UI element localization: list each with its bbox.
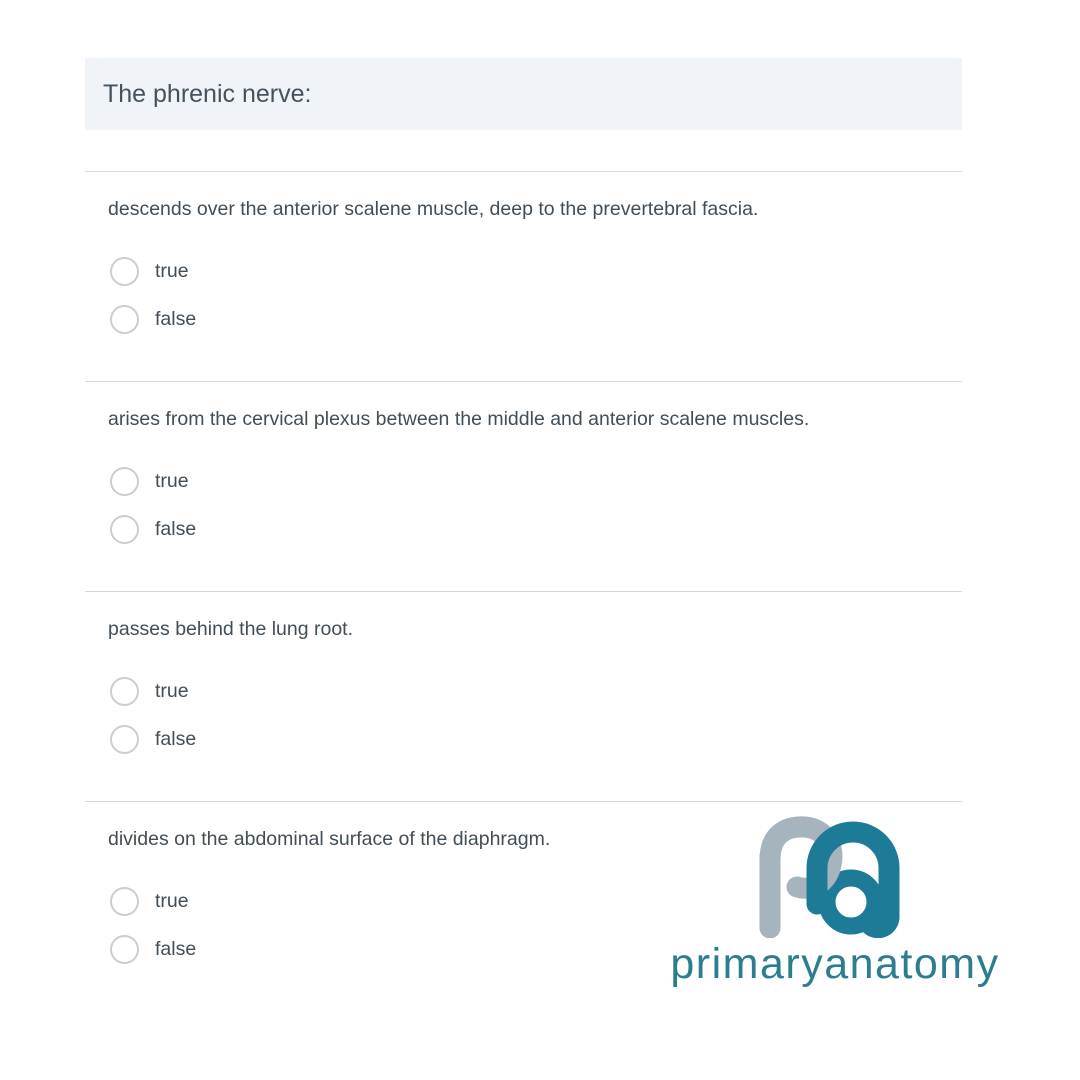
question-2-option-true[interactable] [108, 457, 962, 505]
radio-button-q3-true[interactable] [110, 677, 139, 706]
radio-button-q4-false[interactable] [110, 935, 139, 964]
question-1 [85, 171, 962, 381]
question-2-options [108, 457, 962, 553]
radio-button-q1-false[interactable] [110, 305, 139, 334]
option-label-false[interactable]: false [155, 937, 197, 960]
radio-button-q2-true[interactable] [110, 467, 139, 496]
primaryanatomy-logo-mark [755, 816, 915, 938]
question-1-text: descends over the anterior scalene muscle, deep to the prevertebral fascia. [108, 198, 759, 220]
question-1-option-true[interactable] [108, 247, 962, 295]
option-label-true[interactable]: true [155, 259, 189, 282]
question-1-option-false[interactable] [108, 295, 962, 343]
question-4-text: divides on the abdominal surface of the diaphragm. [108, 828, 551, 850]
radio-button-q1-true[interactable] [110, 257, 139, 286]
question-3-option-false[interactable] [108, 715, 962, 763]
option-label-true[interactable]: true [155, 679, 189, 702]
question-2-text: arises from the cervical plexus between the middle and anterior scalene muscles. [108, 408, 810, 430]
question-3-text: passes behind the lung root. [108, 618, 354, 640]
radio-button-q3-false[interactable] [110, 725, 139, 754]
question-header [85, 58, 962, 130]
option-label-true[interactable]: true [155, 889, 189, 912]
question-3 [85, 591, 962, 801]
option-label-false[interactable]: false [155, 307, 197, 330]
question-3-option-true[interactable] [108, 667, 962, 715]
question-2 [85, 381, 962, 591]
option-label-true[interactable]: true [155, 469, 189, 492]
question-1-options [108, 247, 962, 343]
option-label-false[interactable]: false [155, 517, 197, 540]
radio-button-q2-false[interactable] [110, 515, 139, 544]
primaryanatomy-logo [650, 816, 1020, 989]
question-title: The phrenic nerve: [103, 79, 312, 108]
primaryanatomy-wordmark: primaryanatomy [670, 940, 1000, 988]
question-3-options [108, 667, 962, 763]
radio-button-q4-true[interactable] [110, 887, 139, 916]
option-label-false[interactable]: false [155, 727, 197, 750]
question-2-option-false[interactable] [108, 505, 962, 553]
